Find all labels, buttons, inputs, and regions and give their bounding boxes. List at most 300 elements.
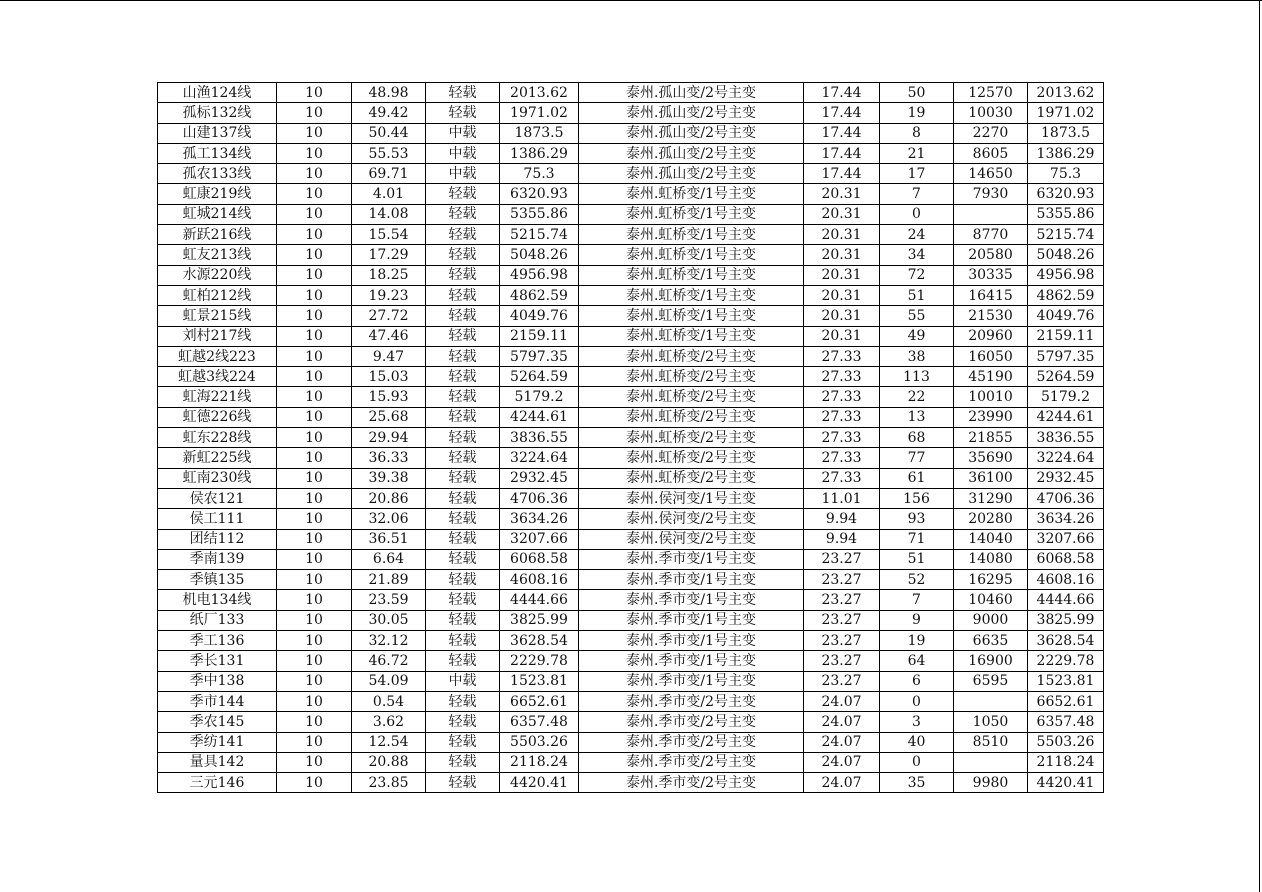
line-name-cell: 孤农133线 bbox=[158, 164, 277, 184]
transformer-rate-cell: 20.31 bbox=[804, 265, 880, 285]
user-count-cell: 0 bbox=[880, 752, 954, 772]
available-capacity-cell: 5355.86 bbox=[1028, 204, 1104, 224]
capacity-margin-cell: 6068.58 bbox=[500, 549, 579, 569]
capacity-margin-cell: 3207.66 bbox=[500, 529, 579, 549]
table-row bbox=[158, 691, 1104, 711]
capacity-cell: 16900 bbox=[954, 651, 1028, 671]
user-count-cell: 21 bbox=[880, 143, 954, 163]
transformer-rate-cell: 20.31 bbox=[804, 184, 880, 204]
load-rate-cell: 30.05 bbox=[352, 610, 426, 630]
available-capacity-cell: 3207.66 bbox=[1028, 529, 1104, 549]
capacity-margin-cell: 2932.45 bbox=[500, 468, 579, 488]
user-count-cell: 7 bbox=[880, 184, 954, 204]
transformer-rate-cell: 24.07 bbox=[804, 691, 880, 711]
line-name-cell: 季农145 bbox=[158, 712, 277, 732]
substation-transformer-cell: 泰州.侯河变/2号主变 bbox=[579, 529, 804, 549]
available-capacity-cell: 6652.61 bbox=[1028, 691, 1104, 711]
capacity-margin-cell: 3825.99 bbox=[500, 610, 579, 630]
capacity-cell: 12570 bbox=[954, 83, 1028, 103]
substation-transformer-cell: 泰州.虹桥变/1号主变 bbox=[579, 306, 804, 326]
transformer-rate-cell: 23.27 bbox=[804, 590, 880, 610]
table-row bbox=[158, 407, 1104, 427]
substation-transformer-cell: 泰州.侯河变/1号主变 bbox=[579, 488, 804, 508]
available-capacity-cell: 4706.36 bbox=[1028, 488, 1104, 508]
substation-transformer-cell: 泰州.虹桥变/1号主变 bbox=[579, 204, 804, 224]
available-capacity-cell: 4049.76 bbox=[1028, 306, 1104, 326]
load-rate-cell: 6.64 bbox=[352, 549, 426, 569]
line-name-cell: 量具142 bbox=[158, 752, 277, 772]
user-count-cell: 38 bbox=[880, 346, 954, 366]
load-status-cell: 轻载 bbox=[426, 83, 500, 103]
transformer-rate-cell: 27.33 bbox=[804, 367, 880, 387]
capacity-cell: 45190 bbox=[954, 367, 1028, 387]
user-count-cell: 51 bbox=[880, 549, 954, 569]
capacity-margin-cell: 5503.26 bbox=[500, 732, 579, 752]
voltage-cell: 10 bbox=[277, 204, 352, 224]
substation-transformer-cell: 泰州.虹桥变/1号主变 bbox=[579, 225, 804, 245]
user-count-cell: 6 bbox=[880, 671, 954, 691]
capacity-cell: 20280 bbox=[954, 509, 1028, 529]
table-row bbox=[158, 346, 1104, 366]
table-row bbox=[158, 549, 1104, 569]
voltage-cell: 10 bbox=[277, 671, 352, 691]
table-row bbox=[158, 204, 1104, 224]
transformer-rate-cell: 17.44 bbox=[804, 83, 880, 103]
capacity-margin-cell: 6320.93 bbox=[500, 184, 579, 204]
transformer-rate-cell: 17.44 bbox=[804, 143, 880, 163]
substation-transformer-cell: 泰州.季市变/2号主变 bbox=[579, 732, 804, 752]
substation-transformer-cell: 泰州.季市变/1号主变 bbox=[579, 570, 804, 590]
voltage-cell: 10 bbox=[277, 407, 352, 427]
capacity-cell: 16415 bbox=[954, 285, 1028, 305]
capacity-cell: 14040 bbox=[954, 529, 1028, 549]
table-row bbox=[158, 164, 1104, 184]
capacity-cell: 16295 bbox=[954, 570, 1028, 590]
line-name-cell: 孤标132线 bbox=[158, 103, 277, 123]
load-status-cell: 轻载 bbox=[426, 428, 500, 448]
available-capacity-cell: 5503.26 bbox=[1028, 732, 1104, 752]
available-capacity-cell: 2118.24 bbox=[1028, 752, 1104, 772]
line-name-cell: 季长131 bbox=[158, 651, 277, 671]
load-rate-cell: 4.01 bbox=[352, 184, 426, 204]
table-body bbox=[158, 83, 1104, 793]
available-capacity-cell: 1386.29 bbox=[1028, 143, 1104, 163]
line-name-cell: 虹南230线 bbox=[158, 468, 277, 488]
transformer-rate-cell: 17.44 bbox=[804, 123, 880, 143]
available-capacity-cell: 3224.64 bbox=[1028, 448, 1104, 468]
voltage-cell: 10 bbox=[277, 164, 352, 184]
user-count-cell: 68 bbox=[880, 428, 954, 448]
voltage-cell: 10 bbox=[277, 691, 352, 711]
voltage-cell: 10 bbox=[277, 773, 352, 793]
load-rate-cell: 15.54 bbox=[352, 225, 426, 245]
substation-transformer-cell: 泰州.孤山变/2号主变 bbox=[579, 164, 804, 184]
capacity-cell: 16050 bbox=[954, 346, 1028, 366]
capacity-margin-cell: 4049.76 bbox=[500, 306, 579, 326]
line-name-cell: 虹友213线 bbox=[158, 245, 277, 265]
substation-transformer-cell: 泰州.季市变/1号主变 bbox=[579, 549, 804, 569]
transformer-rate-cell: 20.31 bbox=[804, 326, 880, 346]
voltage-cell: 10 bbox=[277, 590, 352, 610]
user-count-cell: 72 bbox=[880, 265, 954, 285]
load-rate-cell: 39.38 bbox=[352, 468, 426, 488]
voltage-cell: 10 bbox=[277, 346, 352, 366]
load-status-cell: 轻载 bbox=[426, 691, 500, 711]
table-row bbox=[158, 225, 1104, 245]
table-row bbox=[158, 123, 1104, 143]
load-rate-cell: 17.29 bbox=[352, 245, 426, 265]
load-status-cell: 轻载 bbox=[426, 712, 500, 732]
voltage-cell: 10 bbox=[277, 488, 352, 508]
transformer-rate-cell: 11.01 bbox=[804, 488, 880, 508]
table-row bbox=[158, 752, 1104, 772]
voltage-cell: 10 bbox=[277, 732, 352, 752]
load-status-cell: 轻载 bbox=[426, 773, 500, 793]
load-rate-cell: 19.23 bbox=[352, 285, 426, 305]
user-count-cell: 22 bbox=[880, 387, 954, 407]
substation-transformer-cell: 泰州.虹桥变/1号主变 bbox=[579, 326, 804, 346]
capacity-margin-cell: 3634.26 bbox=[500, 509, 579, 529]
substation-transformer-cell: 泰州.季市变/2号主变 bbox=[579, 773, 804, 793]
capacity-cell: 21855 bbox=[954, 428, 1028, 448]
user-count-cell: 113 bbox=[880, 367, 954, 387]
load-status-cell: 轻载 bbox=[426, 732, 500, 752]
transformer-rate-cell: 24.07 bbox=[804, 773, 880, 793]
line-name-cell: 虹东228线 bbox=[158, 428, 277, 448]
line-name-cell: 虹城214线 bbox=[158, 204, 277, 224]
voltage-cell: 10 bbox=[277, 752, 352, 772]
line-name-cell: 纸厂133 bbox=[158, 610, 277, 630]
voltage-cell: 10 bbox=[277, 570, 352, 590]
line-name-cell: 季南139 bbox=[158, 549, 277, 569]
user-count-cell: 93 bbox=[880, 509, 954, 529]
capacity-cell: 14080 bbox=[954, 549, 1028, 569]
capacity-margin-cell: 4706.36 bbox=[500, 488, 579, 508]
substation-transformer-cell: 泰州.季市变/1号主变 bbox=[579, 651, 804, 671]
line-name-cell: 季市144 bbox=[158, 691, 277, 711]
available-capacity-cell: 6357.48 bbox=[1028, 712, 1104, 732]
table-row bbox=[158, 245, 1104, 265]
capacity-margin-cell: 4956.98 bbox=[500, 265, 579, 285]
line-name-cell: 新跃216线 bbox=[158, 225, 277, 245]
line-name-cell: 山建137线 bbox=[158, 123, 277, 143]
line-name-cell: 虹德226线 bbox=[158, 407, 277, 427]
available-capacity-cell: 75.3 bbox=[1028, 164, 1104, 184]
load-status-cell: 轻载 bbox=[426, 651, 500, 671]
substation-transformer-cell: 泰州.季市变/2号主变 bbox=[579, 691, 804, 711]
substation-transformer-cell: 泰州.虹桥变/1号主变 bbox=[579, 265, 804, 285]
available-capacity-cell: 1971.02 bbox=[1028, 103, 1104, 123]
transformer-rate-cell: 9.94 bbox=[804, 529, 880, 549]
load-status-cell: 轻载 bbox=[426, 752, 500, 772]
load-rate-cell: 15.93 bbox=[352, 387, 426, 407]
load-rate-cell: 23.85 bbox=[352, 773, 426, 793]
available-capacity-cell: 4862.59 bbox=[1028, 285, 1104, 305]
voltage-cell: 10 bbox=[277, 123, 352, 143]
user-count-cell: 0 bbox=[880, 204, 954, 224]
capacity-margin-cell: 2118.24 bbox=[500, 752, 579, 772]
available-capacity-cell: 2229.78 bbox=[1028, 651, 1104, 671]
transformer-rate-cell: 20.31 bbox=[804, 285, 880, 305]
substation-transformer-cell: 泰州.孤山变/2号主变 bbox=[579, 143, 804, 163]
available-capacity-cell: 5048.26 bbox=[1028, 245, 1104, 265]
capacity-cell: 6635 bbox=[954, 631, 1028, 651]
user-count-cell: 64 bbox=[880, 651, 954, 671]
load-rate-cell: 23.59 bbox=[352, 590, 426, 610]
line-name-cell: 虹景215线 bbox=[158, 306, 277, 326]
available-capacity-cell: 5215.74 bbox=[1028, 225, 1104, 245]
load-status-cell: 轻载 bbox=[426, 448, 500, 468]
capacity-margin-cell: 2159.11 bbox=[500, 326, 579, 346]
table-row bbox=[158, 509, 1104, 529]
substation-transformer-cell: 泰州.虹桥变/2号主变 bbox=[579, 387, 804, 407]
available-capacity-cell: 1523.81 bbox=[1028, 671, 1104, 691]
capacity-cell bbox=[954, 691, 1028, 711]
available-capacity-cell: 2159.11 bbox=[1028, 326, 1104, 346]
line-name-cell: 虹海221线 bbox=[158, 387, 277, 407]
table-row bbox=[158, 590, 1104, 610]
load-rate-cell: 9.47 bbox=[352, 346, 426, 366]
line-name-cell: 季工136 bbox=[158, 631, 277, 651]
load-rate-cell: 54.09 bbox=[352, 671, 426, 691]
line-name-cell: 三元146 bbox=[158, 773, 277, 793]
load-status-cell: 轻载 bbox=[426, 610, 500, 630]
capacity-margin-cell: 2013.62 bbox=[500, 83, 579, 103]
line-name-cell: 侯农121 bbox=[158, 488, 277, 508]
transformer-rate-cell: 23.27 bbox=[804, 570, 880, 590]
load-rate-cell: 3.62 bbox=[352, 712, 426, 732]
capacity-margin-cell: 5048.26 bbox=[500, 245, 579, 265]
capacity-cell: 9980 bbox=[954, 773, 1028, 793]
load-status-cell: 轻载 bbox=[426, 387, 500, 407]
transformer-rate-cell: 23.27 bbox=[804, 610, 880, 630]
transformer-rate-cell: 27.33 bbox=[804, 428, 880, 448]
capacity-cell: 6595 bbox=[954, 671, 1028, 691]
transformer-rate-cell: 27.33 bbox=[804, 346, 880, 366]
voltage-cell: 10 bbox=[277, 225, 352, 245]
capacity-cell bbox=[954, 204, 1028, 224]
transformer-rate-cell: 20.31 bbox=[804, 225, 880, 245]
voltage-cell: 10 bbox=[277, 610, 352, 630]
load-rate-cell: 46.72 bbox=[352, 651, 426, 671]
voltage-cell: 10 bbox=[277, 143, 352, 163]
substation-transformer-cell: 泰州.季市变/2号主变 bbox=[579, 712, 804, 732]
capacity-margin-cell: 6357.48 bbox=[500, 712, 579, 732]
substation-transformer-cell: 泰州.孤山变/2号主变 bbox=[579, 83, 804, 103]
user-count-cell: 3 bbox=[880, 712, 954, 732]
table-row bbox=[158, 712, 1104, 732]
substation-transformer-cell: 泰州.侯河变/2号主变 bbox=[579, 509, 804, 529]
load-status-cell: 轻载 bbox=[426, 103, 500, 123]
line-name-cell: 虹越3线224 bbox=[158, 367, 277, 387]
substation-transformer-cell: 泰州.季市变/2号主变 bbox=[579, 752, 804, 772]
user-count-cell: 61 bbox=[880, 468, 954, 488]
capacity-margin-cell: 1971.02 bbox=[500, 103, 579, 123]
line-name-cell: 季镇135 bbox=[158, 570, 277, 590]
capacity-cell: 9000 bbox=[954, 610, 1028, 630]
table-row bbox=[158, 631, 1104, 651]
load-status-cell: 中载 bbox=[426, 671, 500, 691]
user-count-cell: 19 bbox=[880, 631, 954, 651]
load-rate-cell: 20.88 bbox=[352, 752, 426, 772]
load-status-cell: 轻载 bbox=[426, 204, 500, 224]
substation-transformer-cell: 泰州.虹桥变/2号主变 bbox=[579, 448, 804, 468]
capacity-margin-cell: 4608.16 bbox=[500, 570, 579, 590]
line-name-cell: 水源220线 bbox=[158, 265, 277, 285]
capacity-cell: 7930 bbox=[954, 184, 1028, 204]
voltage-cell: 10 bbox=[277, 428, 352, 448]
available-capacity-cell: 4608.16 bbox=[1028, 570, 1104, 590]
table-row bbox=[158, 610, 1104, 630]
transformer-rate-cell: 27.33 bbox=[804, 407, 880, 427]
substation-transformer-cell: 泰州.季市变/1号主变 bbox=[579, 590, 804, 610]
voltage-cell: 10 bbox=[277, 306, 352, 326]
user-count-cell: 17 bbox=[880, 164, 954, 184]
substation-transformer-cell: 泰州.季市变/1号主变 bbox=[579, 671, 804, 691]
feeder-load-table bbox=[157, 82, 1104, 793]
page-border-top bbox=[0, 0, 1262, 1]
voltage-cell: 10 bbox=[277, 549, 352, 569]
capacity-margin-cell: 1873.5 bbox=[500, 123, 579, 143]
transformer-rate-cell: 27.33 bbox=[804, 468, 880, 488]
load-rate-cell: 21.89 bbox=[352, 570, 426, 590]
capacity-margin-cell: 75.3 bbox=[500, 164, 579, 184]
load-status-cell: 轻载 bbox=[426, 265, 500, 285]
substation-transformer-cell: 泰州.孤山变/2号主变 bbox=[579, 123, 804, 143]
load-status-cell: 中载 bbox=[426, 123, 500, 143]
line-name-cell: 季纺141 bbox=[158, 732, 277, 752]
substation-transformer-cell: 泰州.虹桥变/1号主变 bbox=[579, 184, 804, 204]
substation-transformer-cell: 泰州.虹桥变/2号主变 bbox=[579, 407, 804, 427]
load-status-cell: 轻载 bbox=[426, 529, 500, 549]
transformer-rate-cell: 24.07 bbox=[804, 732, 880, 752]
load-rate-cell: 36.33 bbox=[352, 448, 426, 468]
table-row bbox=[158, 529, 1104, 549]
load-status-cell: 轻载 bbox=[426, 225, 500, 245]
capacity-cell: 14650 bbox=[954, 164, 1028, 184]
capacity-margin-cell: 3836.55 bbox=[500, 428, 579, 448]
capacity-margin-cell: 4862.59 bbox=[500, 285, 579, 305]
substation-transformer-cell: 泰州.虹桥变/1号主变 bbox=[579, 245, 804, 265]
capacity-margin-cell: 3224.64 bbox=[500, 448, 579, 468]
table-row bbox=[158, 428, 1104, 448]
table-row bbox=[158, 367, 1104, 387]
table-row bbox=[158, 773, 1104, 793]
line-name-cell: 孤工134线 bbox=[158, 143, 277, 163]
capacity-margin-cell: 6652.61 bbox=[500, 691, 579, 711]
transformer-rate-cell: 9.94 bbox=[804, 509, 880, 529]
line-name-cell: 山渔124线 bbox=[158, 83, 277, 103]
available-capacity-cell: 4444.66 bbox=[1028, 590, 1104, 610]
available-capacity-cell: 4956.98 bbox=[1028, 265, 1104, 285]
transformer-rate-cell: 27.33 bbox=[804, 387, 880, 407]
load-status-cell: 轻载 bbox=[426, 570, 500, 590]
user-count-cell: 9 bbox=[880, 610, 954, 630]
available-capacity-cell: 5179.2 bbox=[1028, 387, 1104, 407]
available-capacity-cell: 3836.55 bbox=[1028, 428, 1104, 448]
capacity-margin-cell: 3628.54 bbox=[500, 631, 579, 651]
substation-transformer-cell: 泰州.孤山变/2号主变 bbox=[579, 103, 804, 123]
table-row bbox=[158, 306, 1104, 326]
capacity-margin-cell: 5215.74 bbox=[500, 225, 579, 245]
capacity-cell bbox=[954, 752, 1028, 772]
load-rate-cell: 27.72 bbox=[352, 306, 426, 326]
voltage-cell: 10 bbox=[277, 448, 352, 468]
available-capacity-cell: 1873.5 bbox=[1028, 123, 1104, 143]
load-status-cell: 轻载 bbox=[426, 245, 500, 265]
table-row bbox=[158, 326, 1104, 346]
substation-transformer-cell: 泰州.季市变/1号主变 bbox=[579, 610, 804, 630]
substation-transformer-cell: 泰州.虹桥变/2号主变 bbox=[579, 346, 804, 366]
user-count-cell: 50 bbox=[880, 83, 954, 103]
capacity-margin-cell: 5179.2 bbox=[500, 387, 579, 407]
table-row bbox=[158, 265, 1104, 285]
load-rate-cell: 32.06 bbox=[352, 509, 426, 529]
voltage-cell: 10 bbox=[277, 367, 352, 387]
transformer-rate-cell: 24.07 bbox=[804, 752, 880, 772]
table-row bbox=[158, 387, 1104, 407]
transformer-rate-cell: 23.27 bbox=[804, 631, 880, 651]
line-name-cell: 机电134线 bbox=[158, 590, 277, 610]
line-name-cell: 季中138 bbox=[158, 671, 277, 691]
page-border-right bbox=[1259, 0, 1260, 892]
load-rate-cell: 47.46 bbox=[352, 326, 426, 346]
load-rate-cell: 12.54 bbox=[352, 732, 426, 752]
load-rate-cell: 48.98 bbox=[352, 83, 426, 103]
capacity-cell: 10030 bbox=[954, 103, 1028, 123]
substation-transformer-cell: 泰州.虹桥变/2号主变 bbox=[579, 468, 804, 488]
table-row bbox=[158, 488, 1104, 508]
load-status-cell: 轻载 bbox=[426, 509, 500, 529]
user-count-cell: 52 bbox=[880, 570, 954, 590]
voltage-cell: 10 bbox=[277, 103, 352, 123]
available-capacity-cell: 3825.99 bbox=[1028, 610, 1104, 630]
capacity-margin-cell: 2229.78 bbox=[500, 651, 579, 671]
load-rate-cell: 29.94 bbox=[352, 428, 426, 448]
capacity-cell: 8510 bbox=[954, 732, 1028, 752]
capacity-cell: 23990 bbox=[954, 407, 1028, 427]
load-rate-cell: 18.25 bbox=[352, 265, 426, 285]
user-count-cell: 0 bbox=[880, 691, 954, 711]
voltage-cell: 10 bbox=[277, 631, 352, 651]
user-count-cell: 51 bbox=[880, 285, 954, 305]
load-rate-cell: 0.54 bbox=[352, 691, 426, 711]
load-status-cell: 轻载 bbox=[426, 468, 500, 488]
line-name-cell: 刘村217线 bbox=[158, 326, 277, 346]
line-name-cell: 侯工111 bbox=[158, 509, 277, 529]
load-status-cell: 轻载 bbox=[426, 326, 500, 346]
user-count-cell: 8 bbox=[880, 123, 954, 143]
substation-transformer-cell: 泰州.虹桥变/2号主变 bbox=[579, 367, 804, 387]
capacity-cell: 35690 bbox=[954, 448, 1028, 468]
user-count-cell: 77 bbox=[880, 448, 954, 468]
voltage-cell: 10 bbox=[277, 83, 352, 103]
available-capacity-cell: 3634.26 bbox=[1028, 509, 1104, 529]
transformer-rate-cell: 23.27 bbox=[804, 671, 880, 691]
capacity-cell: 31290 bbox=[954, 488, 1028, 508]
capacity-cell: 10460 bbox=[954, 590, 1028, 610]
table-row bbox=[158, 732, 1104, 752]
voltage-cell: 10 bbox=[277, 265, 352, 285]
transformer-rate-cell: 23.27 bbox=[804, 549, 880, 569]
user-count-cell: 55 bbox=[880, 306, 954, 326]
capacity-margin-cell: 4420.41 bbox=[500, 773, 579, 793]
load-rate-cell: 15.03 bbox=[352, 367, 426, 387]
load-status-cell: 轻载 bbox=[426, 590, 500, 610]
capacity-cell: 21530 bbox=[954, 306, 1028, 326]
voltage-cell: 10 bbox=[277, 387, 352, 407]
capacity-margin-cell: 1386.29 bbox=[500, 143, 579, 163]
